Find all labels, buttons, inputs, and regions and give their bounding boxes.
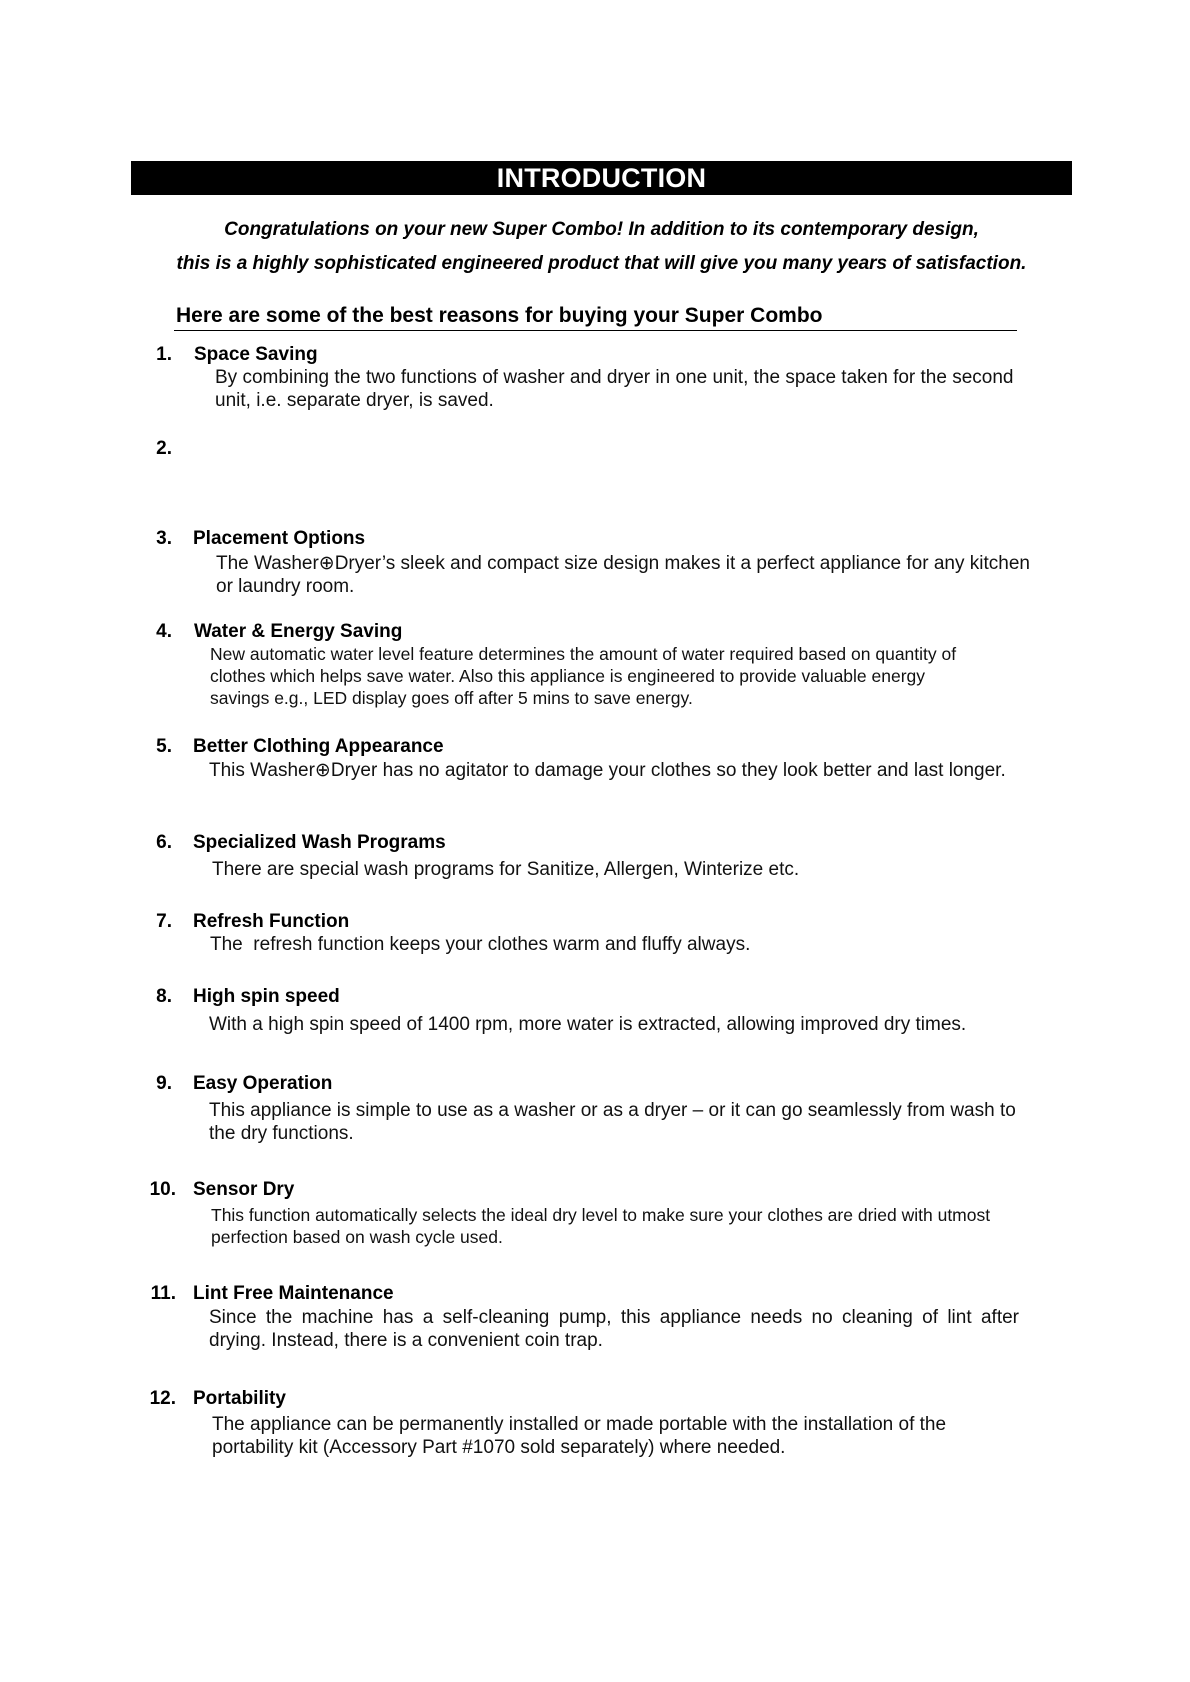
reason-11-description: Since the machine has a self-cleaning pump, this appliance needs no cleaning of lint after drying. Instead, there is a convenient coin trap.: [209, 1307, 1019, 1351]
reason-10-number: 10.: [149, 1179, 176, 1200]
reason-10-description: This function automatically selects the ideal dry level to make sure your clothes are dried with utmost perfection based on wash cycle used.: [211, 1205, 991, 1247]
reason-5-title: Better Clothing Appearance: [193, 736, 444, 757]
reason-12-title: Portability: [193, 1388, 286, 1409]
reason-5-description: This Washer⊕Dryer has no agitator to damage your clothes so they look better and last longer.: [209, 760, 1006, 781]
reason-6-description: There are special wash programs for Sanitize, Allergen, Winterize etc.: [212, 859, 800, 880]
reason-3-number: 3.: [156, 528, 172, 549]
reason-3-title: Placement Options: [193, 528, 366, 549]
reason-9-description: This appliance is simple to use as a washer or as a dryer – or it can go seamlessly from wash to the dry functions.: [209, 1100, 1016, 1144]
reason-9-number: 9.: [156, 1073, 172, 1094]
reason-7-number: 7.: [156, 911, 172, 932]
reason-1-number: 1.: [156, 344, 172, 365]
reasons-subheading: Here are some of the best reasons for buying your Super Combo: [174, 303, 1017, 331]
reason-11-title: Lint Free Maintenance: [193, 1283, 394, 1304]
reason-12-description: The appliance can be permanently installed or made portable with the installation of the portability kit (Accessory Part #1070 sold separately) where needed.: [212, 1414, 947, 1458]
reason-1-title: Space Saving: [194, 344, 318, 365]
reason-2-number: 2.: [156, 438, 172, 459]
reason-9-title: Easy Operation: [193, 1073, 333, 1094]
reason-8-title: High spin speed: [193, 986, 340, 1007]
reason-8-number: 8.: [156, 986, 172, 1007]
reason-10-title: Sensor Dry: [193, 1179, 295, 1200]
introduction-banner: INTRODUCTION: [131, 161, 1072, 195]
reason-4-title: Water & Energy Saving: [194, 621, 403, 642]
reason-12-number: 12.: [149, 1388, 176, 1409]
intro-line-2: this is a highly sophisticated engineered product that will give you many years of satisfaction.: [176, 253, 1027, 274]
reason-5-number: 5.: [156, 736, 172, 757]
reason-4-description: New automatic water level feature determines the amount of water required based on quantity of clothes which helps save water. Also this appliance is engineered to provide valuable energy savings e.g., LED display goes off after 5 mins to save energy.: [210, 644, 957, 708]
reason-6-number: 6.: [156, 832, 172, 853]
reason-7-description: The refresh function keeps your clothes warm and fluffy always.: [210, 934, 751, 955]
reason-4-number: 4.: [156, 621, 172, 642]
reason-6-title: Specialized Wash Programs: [193, 832, 446, 853]
intro-line-1: Congratulations on your new Super Combo! In addition to its contemporary design,: [224, 219, 979, 240]
reason-7-title: Refresh Function: [193, 911, 350, 932]
reason-3-description: The Washer⊕Dryer’s sleek and compact size design makes it a perfect appliance for any kitchen or laundry room.: [216, 553, 1030, 597]
reason-1-description: By combining the two functions of washer and dryer in one unit, the space taken for the second unit, i.e. separate dryer, is saved.: [215, 367, 1014, 411]
reason-8-description: With a high spin speed of 1400 rpm, more water is extracted, allowing improved dry times.: [209, 1014, 967, 1035]
reason-11-number: 11.: [150, 1283, 176, 1304]
